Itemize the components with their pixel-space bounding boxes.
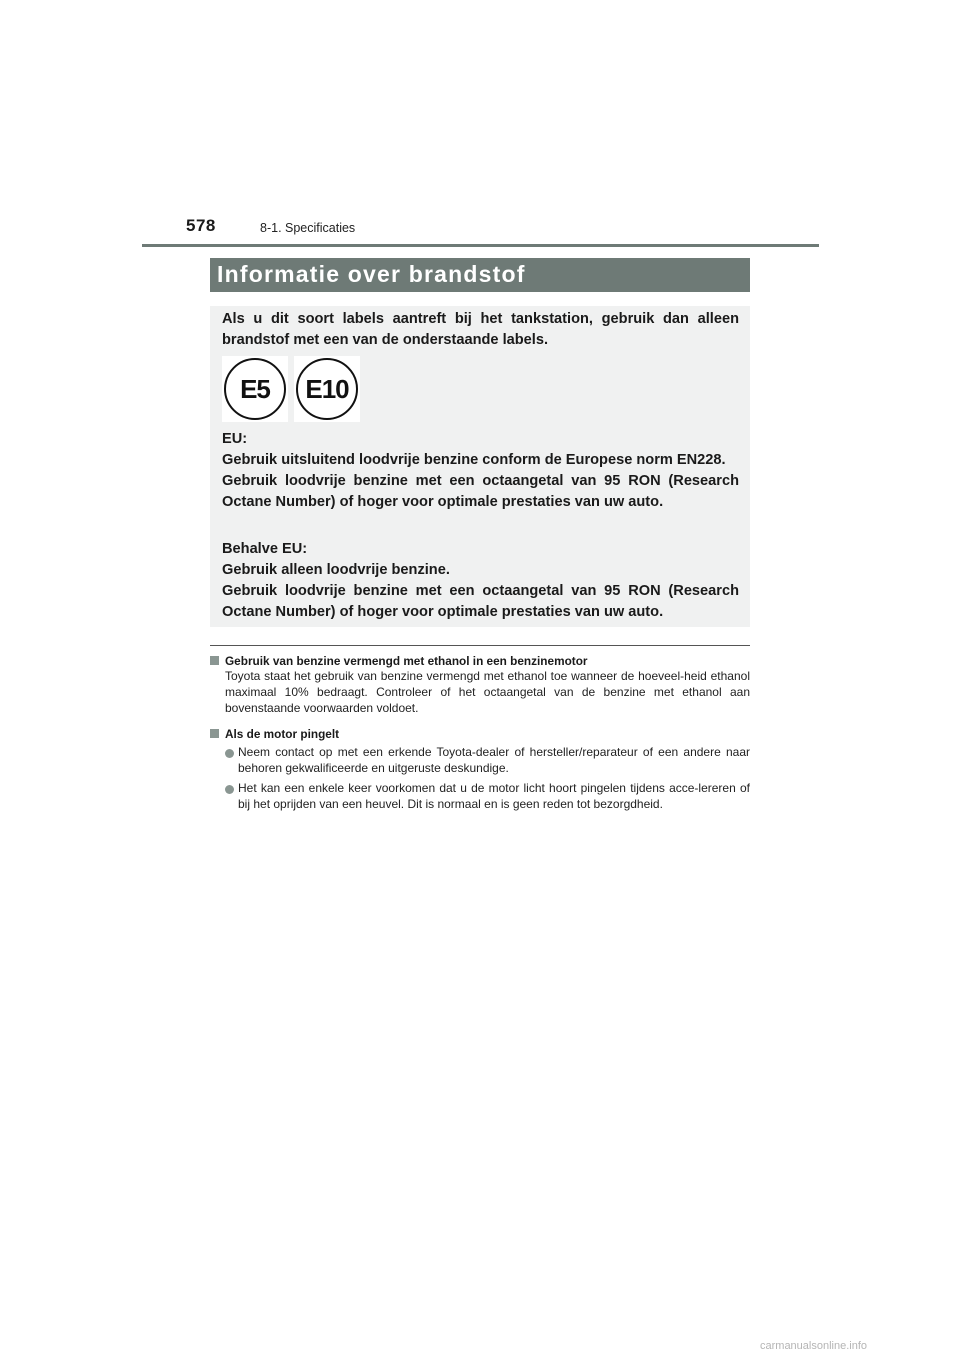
non-eu-paragraph (222, 539, 739, 623)
note-heading-knocking-text: Als de motor pingelt (225, 727, 340, 741)
round-bullet-icon (225, 785, 234, 794)
fuel-label-e10 (294, 356, 360, 422)
knocking-bullet-2: Het kan een enkele keer voorkomen dat u de motor licht hoort pingelen tijdens acce-lereren of bij het oprijden van een heuvel. Dit is normaal en is geen reden tot bezorgdheid. (238, 781, 750, 811)
eu-heading: EU: (222, 431, 248, 447)
fuel-label-e5-ring: E5 (224, 358, 286, 420)
non-eu-heading: Behalve EU: (222, 541, 308, 557)
non-eu-line-2: Gebruik loodvrije benzine met een octaangetal van 95 RON (Research Octane Number) of hoger voor optimale prestaties van uw auto. (222, 583, 739, 620)
square-bullet-icon (210, 656, 219, 665)
knocking-bullet-1: Neem contact op met een erkende Toyota-dealer of hersteller/reparateur of een andere naar behoren gekwalificeerde en uitgeruste deskundige. (238, 745, 750, 775)
info-box (210, 306, 750, 627)
square-bullet-icon (210, 729, 219, 738)
eu-paragraph (222, 429, 739, 513)
page-number: 578 (186, 216, 216, 235)
note-heading-ethanol (210, 653, 588, 669)
section-title: Informatie over brandstof (217, 261, 526, 287)
section-reference: 8-1. Specificaties (260, 221, 356, 235)
eu-line-2: Gebruik loodvrije benzine met een octaangetal van 95 RON (Research Octane Number) of hoger voor optimale prestaties van uw auto. (222, 473, 739, 510)
fuel-label-e5 (222, 356, 288, 422)
round-bullet-icon (225, 749, 234, 758)
header-rule (142, 244, 819, 247)
section-title-bar (210, 258, 750, 292)
eu-line-1: Gebruik uitsluitend loodvrije benzine conform de Europese norm EN228. (222, 452, 726, 468)
info-intro: Als u dit soort labels aantreft bij het tankstation, gebruik dan alleen brandstof met een van de onderstaande labels. (222, 311, 739, 348)
fuel-label-e10-ring: E10 (296, 358, 358, 420)
non-eu-line-1: Gebruik alleen loodvrije benzine. (222, 562, 450, 578)
note-heading-knocking (210, 726, 339, 742)
note-body-ethanol: Toyota staat het gebruik van benzine vermengd met ethanol toe wanneer de hoeveel-heid ethanol maximaal 10% bedraagt. Controleer of het octaangetal van de benzine met ethanol aan bovenstaande voorwaarden voldoet. (225, 669, 750, 715)
notes-divider (210, 645, 750, 646)
note-heading-ethanol-text: Gebruik van benzine vermengd met ethanol in een benzinemotor (225, 654, 588, 668)
watermark: carmanualsonline.info (760, 1340, 868, 1352)
